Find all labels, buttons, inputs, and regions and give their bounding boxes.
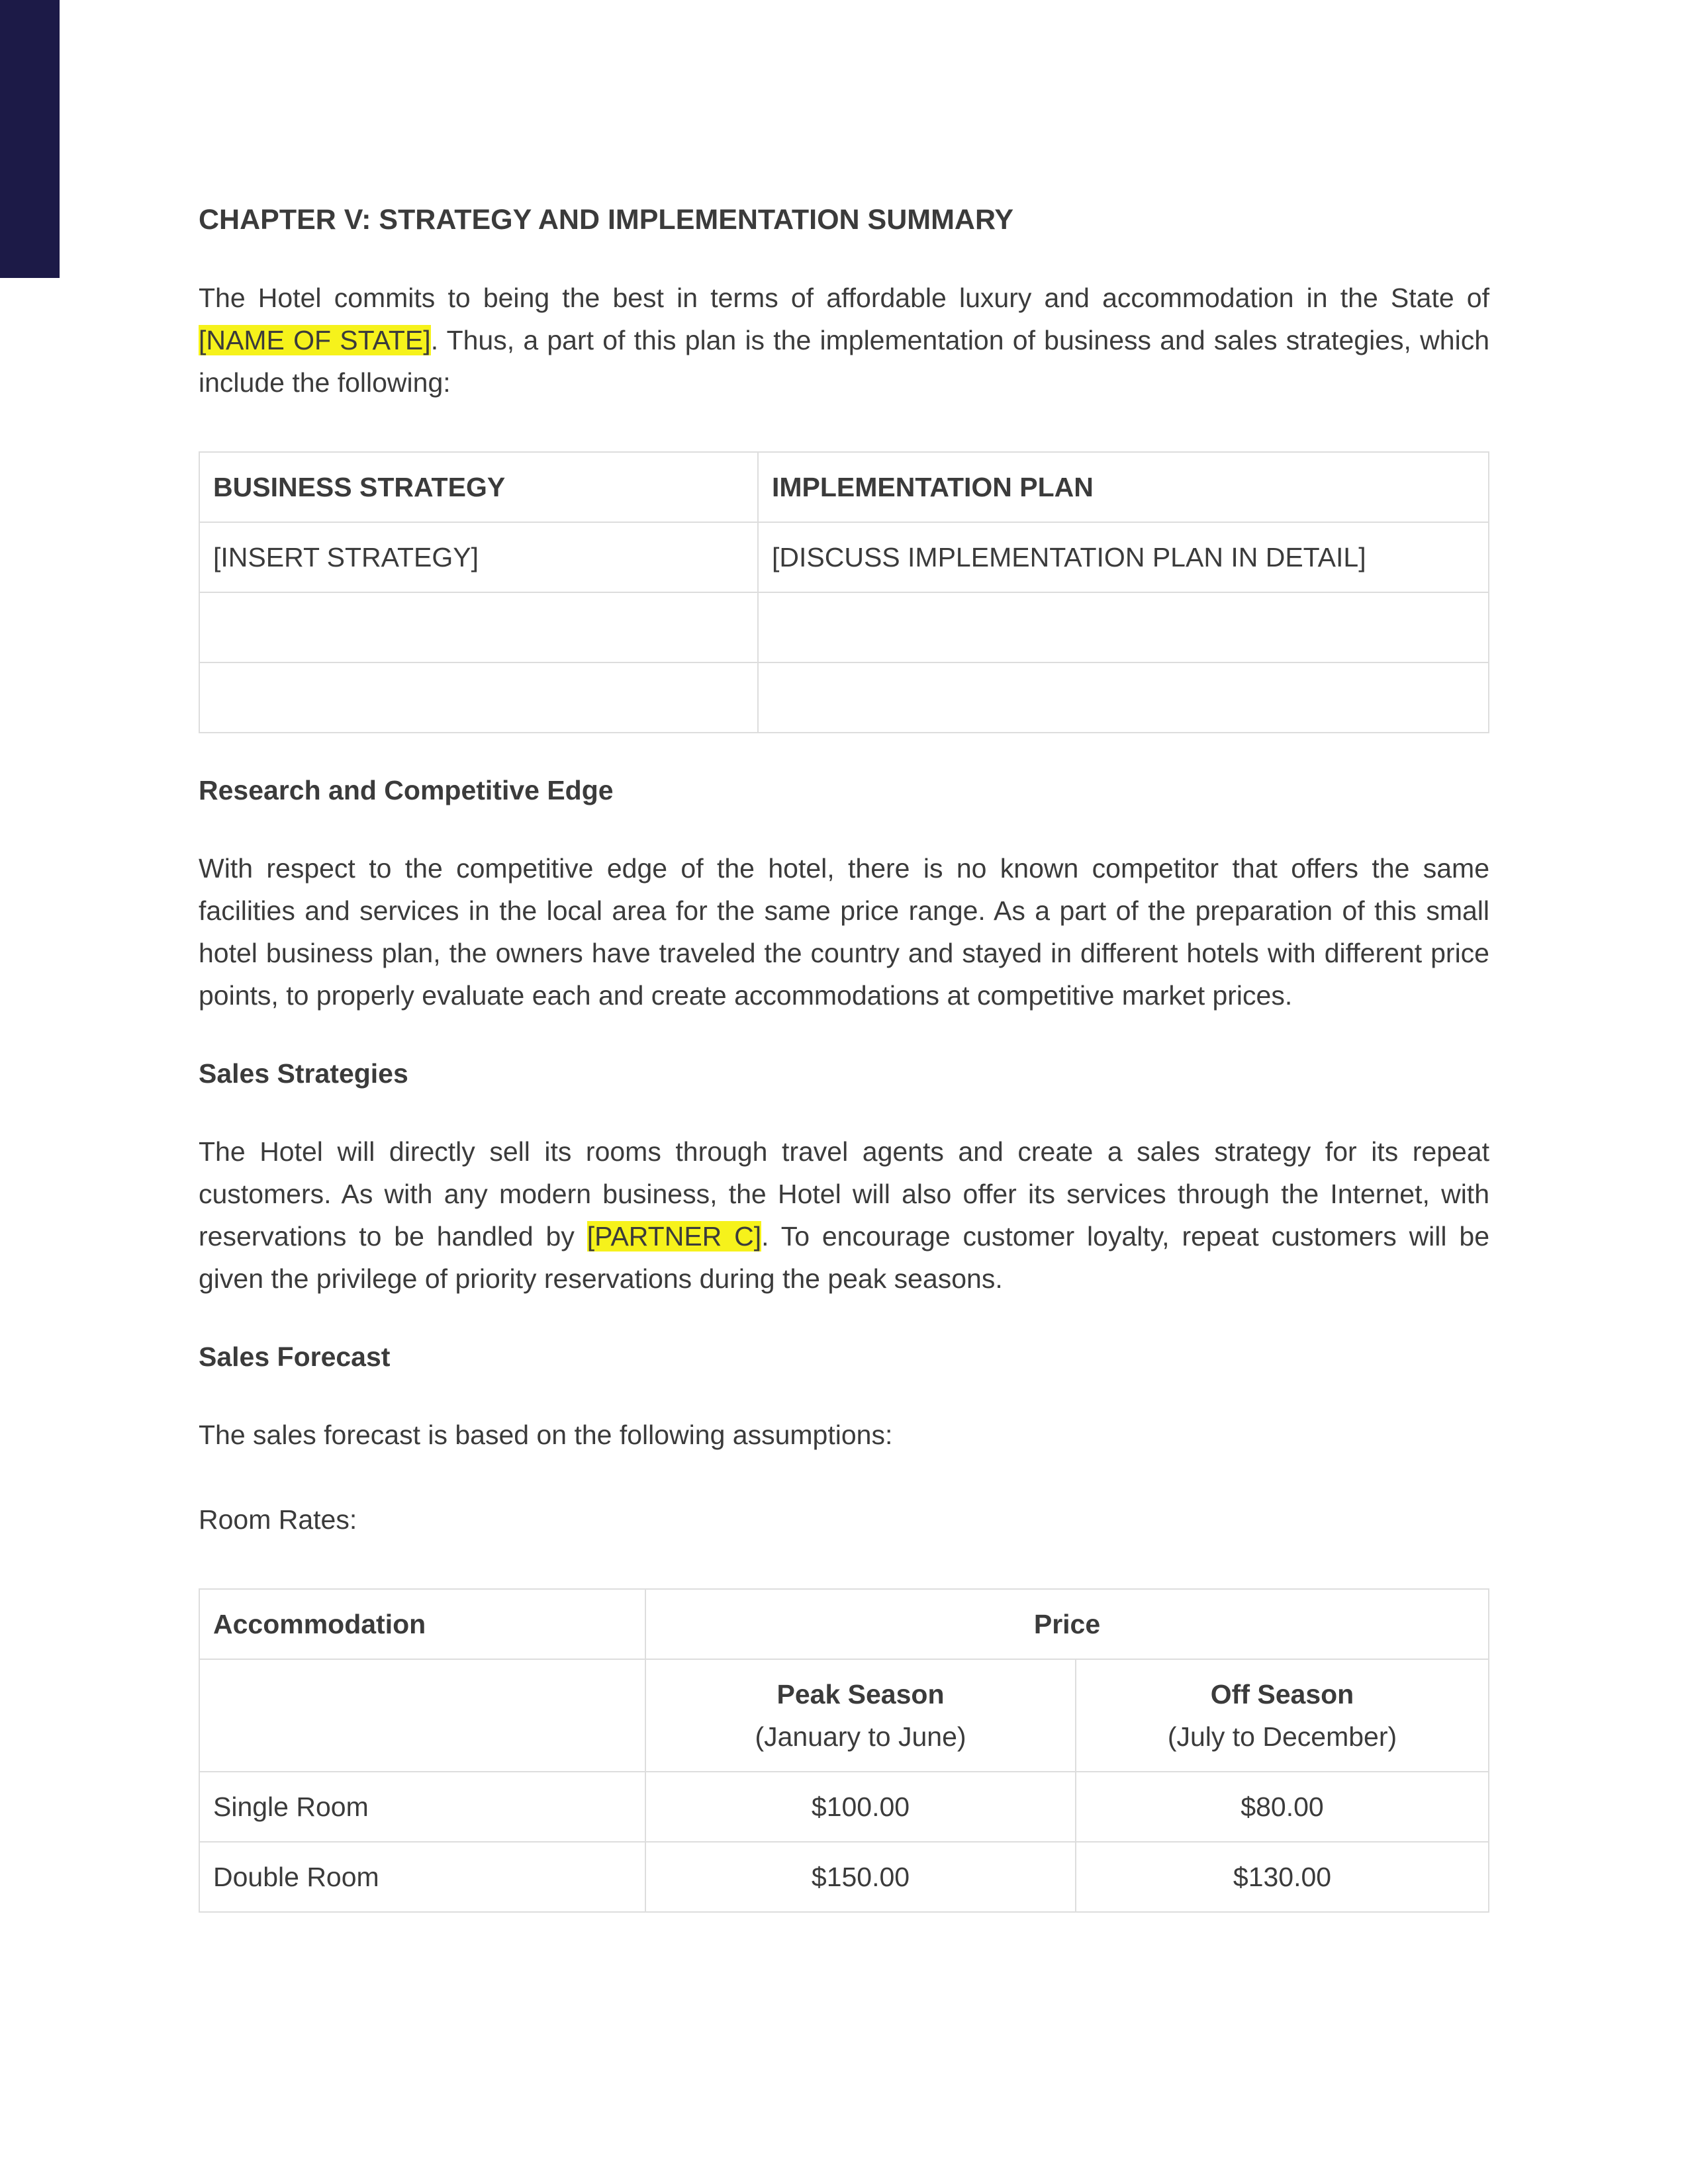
peak-price-cell: $100.00	[645, 1772, 1076, 1842]
off-season-label: Off Season	[1210, 1679, 1354, 1709]
strategy-table	[199, 451, 1489, 733]
sales-text-before: The Hotel will directly sell its rooms through travel agents and create a sales strategy for its repeat customers. As with any modern business, the Hotel will also offer its services through the Internet, with reservations to be handled by	[199, 1136, 1489, 1251]
implementation-cell	[758, 662, 1489, 733]
off-price-cell: $80.00	[1076, 1772, 1489, 1842]
table-row	[199, 1772, 1489, 1842]
header-accommodation: Accommodation	[199, 1589, 645, 1659]
season-header-row	[199, 1659, 1489, 1772]
strategy-cell	[199, 662, 758, 733]
table-row	[199, 662, 1489, 733]
document-page	[199, 192, 1489, 1913]
implementation-cell	[758, 592, 1489, 662]
peak-price-cell: $150.00	[645, 1842, 1076, 1912]
intro-text-before: The Hotel commits to being the best in terms of affordable luxury and accommodation in the State of	[199, 283, 1489, 313]
header-implementation-plan: IMPLEMENTATION PLAN	[758, 452, 1489, 522]
forecast-intro: The sales forecast is based on the following assumptions:	[199, 1420, 893, 1450]
chapter-title: CHAPTER V: STRATEGY AND IMPLEMENTATION SUMMARY	[199, 204, 1014, 236]
off-season-header	[1076, 1659, 1489, 1772]
room-rates-label: Room Rates:	[199, 1504, 357, 1535]
empty-cell	[199, 1659, 645, 1772]
partner-placeholder: [PARTNER C]	[586, 1221, 762, 1251]
off-price-cell: $130.00	[1076, 1842, 1489, 1912]
research-paragraph: With respect to the competitive edge of the hotel, there is no known competitor that offers the same facilities and services in the local area for the same price range. As a part of the preparation of this small hotel business plan, the owners have traveled the country and stayed in different hotels with different price points, to properly evaluate each and create accommodations at competitive market prices.	[199, 853, 1489, 1011]
sales-text-after: . To encourage customer loyalty, repeat customers will be given the privilege of priority reservations during the peak seasons.	[199, 1221, 1489, 1294]
intro-text-after: . Thus, a part of this plan is the implementation of business and sales strategies, which include the following:	[199, 325, 1490, 398]
room-type-cell: Double Room	[199, 1842, 645, 1912]
table-row	[199, 1842, 1489, 1912]
intro-paragraph	[199, 277, 1489, 404]
sales-forecast-heading: Sales Forecast	[199, 1342, 391, 1372]
sales-strategies-paragraph	[199, 1130, 1489, 1300]
header-price: Price	[645, 1589, 1489, 1659]
table-header-row	[199, 1589, 1489, 1659]
strategy-cell	[199, 592, 758, 662]
peak-season-range: (January to June)	[755, 1721, 966, 1752]
table-header-row	[199, 452, 1489, 522]
state-name-placeholder: [NAME OF STATE]	[199, 325, 431, 355]
peak-season-header	[645, 1659, 1076, 1772]
side-accent-bar	[0, 0, 60, 278]
room-rates-table	[199, 1588, 1489, 1913]
peak-season-label: Peak Season	[776, 1679, 945, 1709]
table-row	[199, 522, 1489, 592]
table-row	[199, 592, 1489, 662]
research-heading: Research and Competitive Edge	[199, 775, 614, 805]
room-type-cell: Single Room	[199, 1772, 645, 1842]
sales-strategies-heading: Sales Strategies	[199, 1058, 408, 1089]
header-business-strategy: BUSINESS STRATEGY	[199, 452, 758, 522]
strategy-cell: [INSERT STRATEGY]	[199, 522, 758, 592]
off-season-range: (July to December)	[1167, 1721, 1397, 1752]
implementation-cell: [DISCUSS IMPLEMENTATION PLAN IN DETAIL]	[758, 522, 1489, 592]
